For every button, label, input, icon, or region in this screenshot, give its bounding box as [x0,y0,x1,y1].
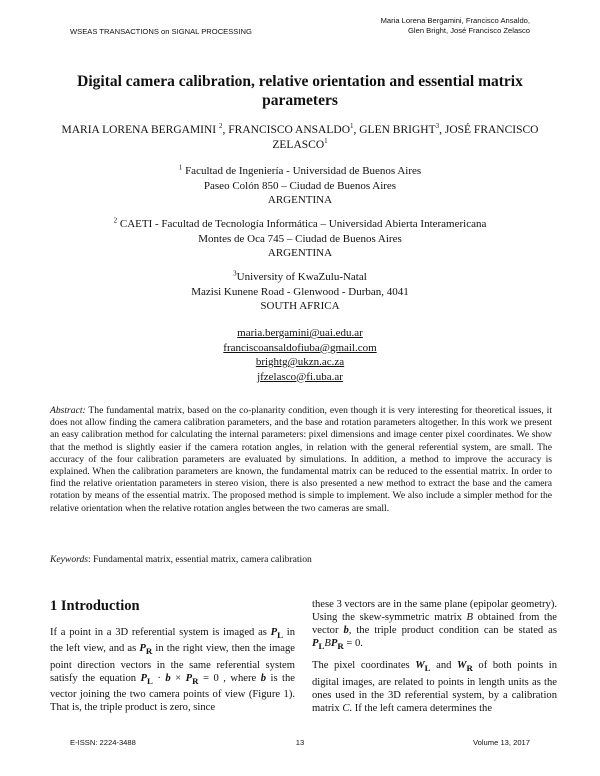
author-separator: , [353,124,360,136]
affiliation-line: Montes de Oca 745 – Ciudad de Buenos Aires [198,232,402,245]
keywords [50,554,552,565]
affiliation-line: University of KwaZulu-Natal [236,271,367,283]
running-header-authors [330,16,530,36]
affiliation-3 [100,270,500,314]
section-heading: 1 Introduction [50,598,140,614]
body-paragraph: If a point in a 3D referential system is imaged as $P_L$ in the left view, and as $P_R$ in the right view, then the image point direction vectors in the same referential system satisfy the equation $P_L \cdot b \times P_R = 0$ , where b is the vector joining the two camera points of view (Figure 1). That is, the triple product is zero, since [50,627,296,713]
abstract-text: The fundamental matrix, based on the co-planarity condition, even though it is very interesting for theoretical issues, it does not allow finding the camera calibration parameters, and the base and rotation parameters altogether. In this work we present an easy calibration method for calculating the internal parameters: pixel dimensions and image center pixel coordinates. We show that the method is slightly easier if the camera rotation angles, in relation with the general referential system, are small. The accuracy of the four calibration parameters are evaluated by simulations. In addition, a method to improve the accuracy is explained. When the calibration parameters are known, the fundamental matrix can be reduced to the essential matrix. In order to find the relative orientation parameters in stereo vision, there is also presented a new method to extract the base and the camera rotation by means of the essential matrix. The proposed method is simple to implement. We also include a simpler method for the relative orientation when the relative rotation angles between the two cameras are small. [50,405,552,514]
author-list [48,123,552,153]
author-affiliation-mark: 3 [435,122,440,131]
affiliation-line: Mazisi Kunene Road - Glenwood - Durban, 4041 [191,285,409,298]
affiliation-country: ARGENTINA [267,247,333,259]
affiliation-1 [100,164,500,208]
footer-issn: E-ISSN: 2224-3488 [70,738,136,747]
running-header-authors-line2: Glen Bright, José Francisco Zelasco [408,26,530,35]
keywords-text: : Fundamental matrix, essential matrix, camera calibration [88,554,312,565]
author-affiliation-mark: 1 [324,137,328,146]
body-paragraph: The pixel coordinates $W_L$ and $W_R$ of both points in digital images, are related to points in length units as the ones used in the 3D referential system, by a calibration matrix C. If the left camera determines the [312,660,557,714]
email-link[interactable]: franciscoansaldofiuba@gmail.com [223,341,377,354]
author-name: MARIA LORENA BERGAMINI [61,124,220,136]
body-paragraph: these 3 vectors are in the same plane (epipolar geometry). Using the skew-symmetric matrix B obtained from the vector b, the triple product condition can be stated as $P_LBP_R = 0$. [312,599,557,652]
abstract-label: Abstract: [50,405,86,416]
affiliation-2 [100,217,500,261]
author-name: GLEN BRIGHT [359,124,436,136]
email-link[interactable]: brightg@ukzn.ac.za [255,356,345,368]
paper-title: Digital camera calibration, relative orientation and essential matrix parameters [77,73,523,109]
author-affiliation-mark: 1 [350,122,354,131]
email-list [150,326,450,384]
footer-page-number: 13 [295,738,305,747]
affiliation-line: Facultad de Ingeniería - Universidad de Buenos Aires [182,165,422,177]
author-name: JOSÉ FRANCISCO ZELASCO [272,124,539,151]
author-affiliation-mark: 2 [219,122,223,131]
running-header-authors-line1: Maria Lorena Bergamini, Francisco Ansaldo, [380,16,530,25]
body-column-right [312,598,557,721]
footer-volume: Volume 13, 2017 [473,738,530,747]
affiliation-line: Paseo Colón 850 – Ciudad de Buenos Aires [203,179,397,192]
abstract [50,405,552,515]
affiliation-mark: 3 [233,269,237,278]
keywords-label: Keywords [50,554,89,565]
email-link[interactable]: maria.bergamini@uai.edu.ar [237,327,363,339]
affiliation-country: ARGENTINA [267,194,333,206]
affiliation-country: SOUTH AFRICA [260,300,340,312]
email-link[interactable]: jfzelasco@fi.uba.ar [257,370,343,383]
author-name: FRANCISCO ANSALDO [228,124,350,136]
body-column-left [50,598,295,720]
affiliation-mark: 1 [178,163,183,172]
author-separator: , [222,124,229,136]
affiliation-line: CAETI - Facultad de Tecnología Informática – Universidad Abierta Interamericana [117,218,487,230]
affiliation-mark: 2 [113,216,118,225]
author-separator: , [439,124,445,136]
running-header-journal: WSEAS TRANSACTIONS on SIGNAL PROCESSING [70,27,252,36]
